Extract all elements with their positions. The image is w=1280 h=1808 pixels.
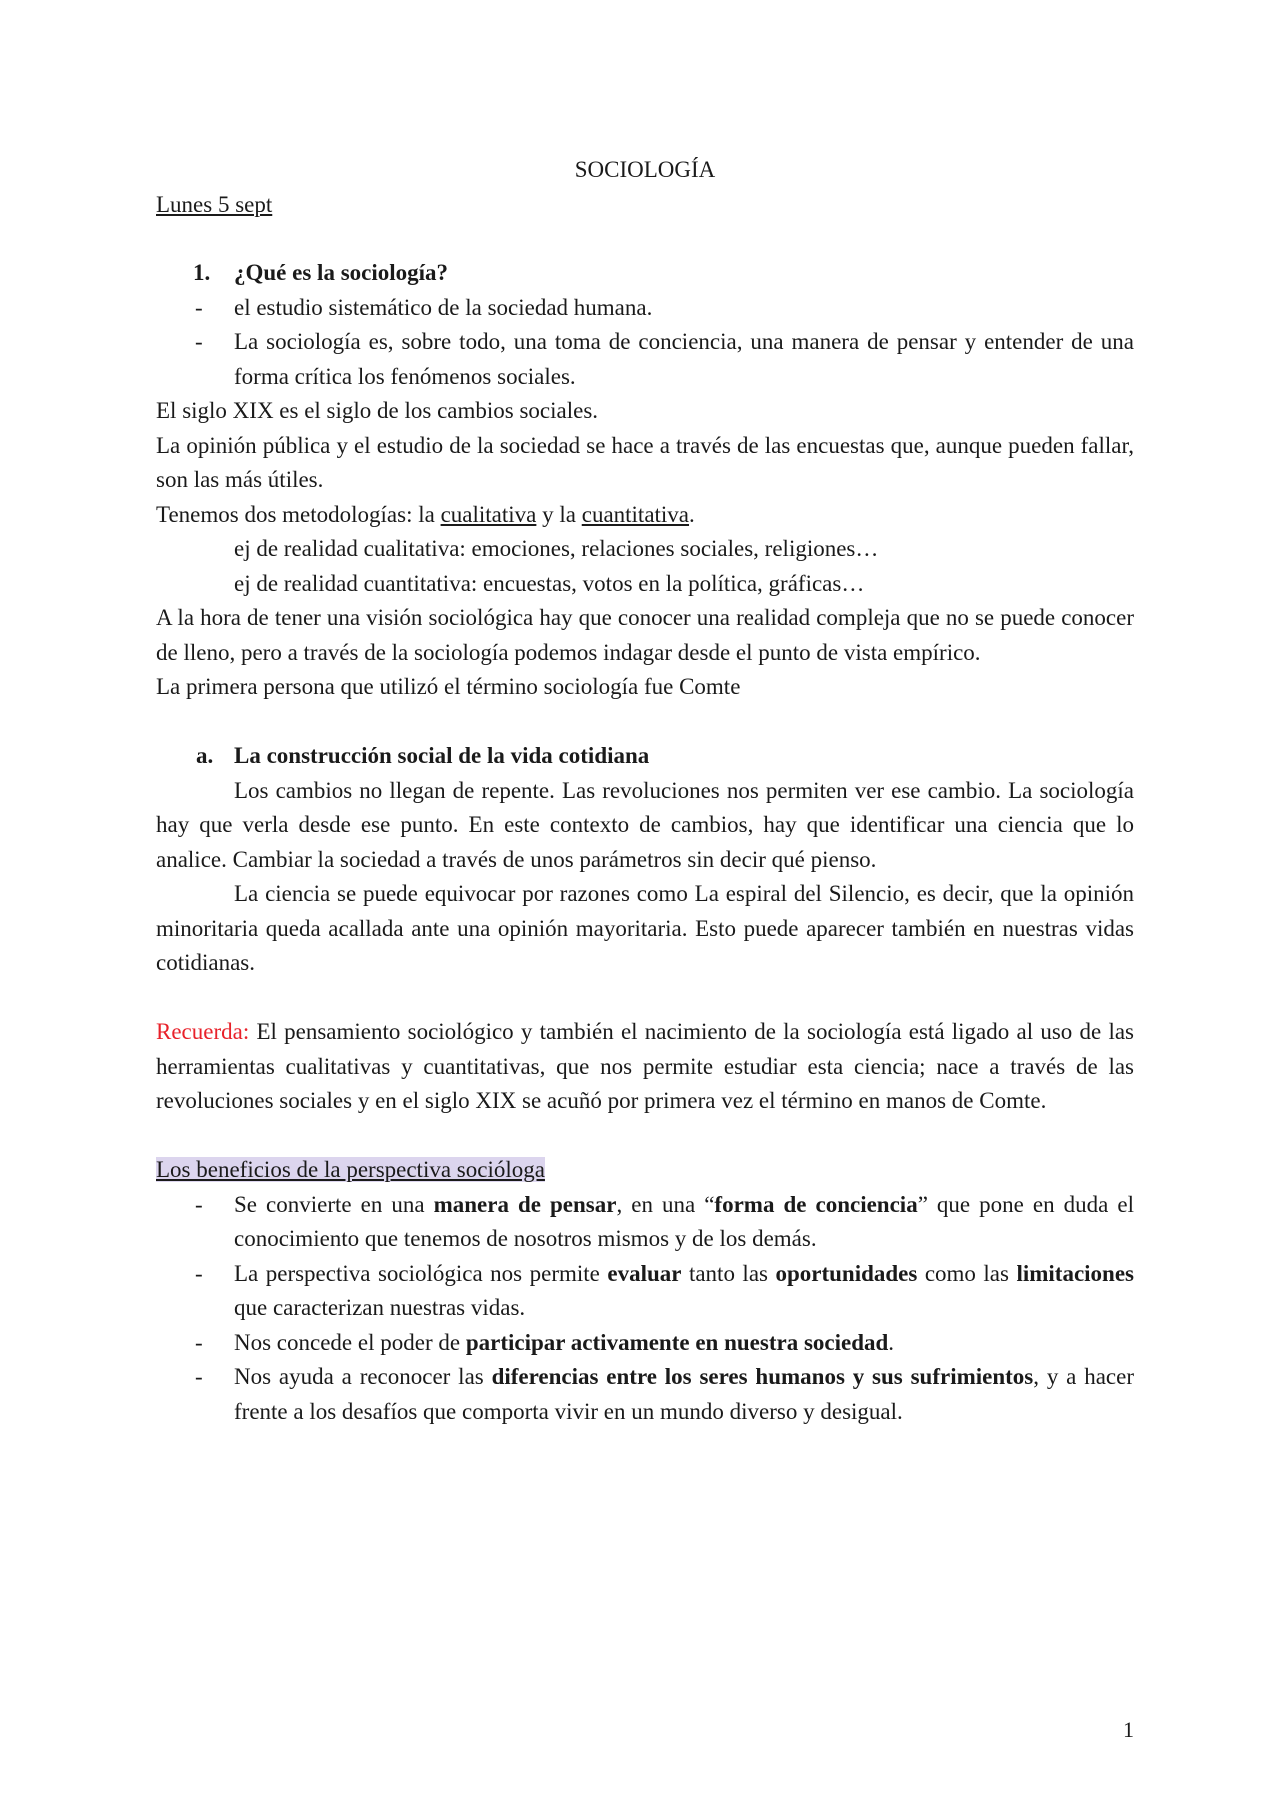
dash-bullet: - xyxy=(195,1329,203,1355)
text-run: Se convierte en una xyxy=(234,1191,434,1217)
date-heading: Lunes 5 sept xyxy=(156,192,273,217)
example-cualitativa: ej de realidad cualitativa: emociones, relaciones sociales, religiones… xyxy=(234,536,879,561)
list-item xyxy=(156,325,1134,394)
list-item xyxy=(156,1188,1134,1257)
paragraph-siglo: El siglo XIX es el siglo de los cambios sociales. xyxy=(156,398,599,423)
example-cuantitativa: ej de realidad cuantitativa: encuestas, votos en la política, gráficas… xyxy=(234,570,865,596)
recuerda-label: Recuerda: xyxy=(156,1019,250,1044)
section-number: 1. xyxy=(193,260,211,285)
spacer xyxy=(156,981,1134,1016)
list-item-text xyxy=(234,1261,1134,1321)
bold-run: participar activamente en nuestra sociedad xyxy=(465,1329,889,1355)
text-run: ” que pone en duda el conocimiento que tenemos de nosotros mismos y de los demás. xyxy=(234,1191,1134,1251)
list-item xyxy=(156,1326,1134,1361)
text-run: Nos ayuda a reconocer las xyxy=(234,1364,492,1389)
text-run: , y a hacer frente a los desafíos que comporta vivir en un mundo diverso y desigual. xyxy=(234,1364,1134,1424)
list-item-text xyxy=(234,1192,1134,1252)
list-item-text xyxy=(234,1330,894,1355)
section-title: ¿Qué es la sociología? xyxy=(234,260,449,285)
recuerda-text: El pensamiento sociológico y también el nacimiento de la sociología está ligado al uso de las herramientas cualitativas y cuantitativas, que nos permite estudiar esta ciencia; nace a través de las revoluciones sociales y en el siglo XIX se acuñó por primera vez el término en manos de Comte. xyxy=(156,1019,1134,1113)
text-run: que caracterizan nuestras vidas. xyxy=(234,1295,526,1320)
section-letter: a. xyxy=(196,743,214,768)
list-item xyxy=(156,1360,1134,1429)
term-cuantitativa: cuantitativa xyxy=(581,501,690,527)
paragraph-metodologias xyxy=(156,498,1134,533)
paragraph-opinion: La opinión pública y el estudio de la sociedad se hace a través de las encuestas que, aunque pueden fallar, son las más útiles. xyxy=(156,432,1134,492)
section-heading-a xyxy=(156,739,1134,774)
document-title: SOCIOLOGÍA xyxy=(574,157,716,182)
document-page xyxy=(156,0,1134,1808)
dash-bullet: - xyxy=(195,329,203,354)
list-item-text xyxy=(234,1364,1134,1424)
section-heading-1 xyxy=(156,256,1134,291)
text-run: . xyxy=(888,1329,895,1355)
dash-bullet: - xyxy=(195,1364,203,1389)
beneficios-heading-line xyxy=(156,1153,1134,1188)
metodologias-suffix: . xyxy=(689,501,695,527)
text-run: La perspectiva sociológica nos permite xyxy=(234,1260,608,1286)
list-item-text: el estudio sistemático de la sociedad humana. xyxy=(234,294,653,320)
paragraph-espiral: La ciencia se puede equivocar por razones como La espiral del Silencio, es decir, que la opinión minoritaria queda acallada ante una opinión mayoritaria. Esto puede aparecer también en nuestras vidas cotidianas. xyxy=(156,881,1134,975)
bold-run: manera de pensar xyxy=(433,1191,617,1217)
bold-run: limitaciones xyxy=(1016,1260,1134,1286)
section-title: La construcción social de la vida cotidiana xyxy=(234,743,650,768)
metodologias-middle: y la xyxy=(536,501,582,527)
dash-bullet: - xyxy=(195,294,203,320)
paragraph-vision: A la hora de tener una visión sociológica hay que conocer una realidad compleja que no se puede conocer de lleno, pero a través de la sociología podemos indagar desde el punto de vista empírico. xyxy=(156,605,1134,665)
bold-run: diferencias entre los seres humanos y sus sufrimientos xyxy=(491,1364,1034,1389)
list-item xyxy=(156,291,1134,326)
list-item xyxy=(156,1257,1134,1326)
paragraph-cambios: Los cambios no llegan de repente. Las revoluciones nos permiten ver ese cambio. La sociología hay que verla desde ese punto. En este contexto de cambios, hay que identificar una ciencia que lo analice. Cambiar la sociedad a través de unos parámetros sin decir qué pienso. xyxy=(156,777,1134,872)
bold-run: forma de conciencia xyxy=(714,1191,918,1217)
dash-bullet: - xyxy=(195,1260,203,1286)
list-item-text: La sociología es, sobre todo, una toma de conciencia, una manera de pensar y entender de una forma crítica los fenómenos sociales. xyxy=(234,329,1134,389)
term-cualitativa: cualitativa xyxy=(440,501,537,527)
document-body xyxy=(156,256,1134,1429)
text-run: tanto las xyxy=(681,1260,776,1286)
page-number: 1 xyxy=(1123,1717,1134,1742)
paragraph-comte: La primera persona que utilizó el término sociología fue Comte xyxy=(156,674,741,699)
bold-run: oportunidades xyxy=(775,1260,918,1286)
dash-bullet: - xyxy=(195,1191,203,1217)
bold-run: evaluar xyxy=(607,1260,682,1286)
text-run: , en una “ xyxy=(616,1191,715,1217)
spacer xyxy=(156,1119,1134,1154)
paragraph-recuerda xyxy=(156,1015,1134,1119)
beneficios-heading: Los beneficios de la perspectiva sociólogа xyxy=(156,1157,545,1182)
text-run: Nos concede el poder de xyxy=(234,1329,466,1355)
text-run: como las xyxy=(917,1260,1017,1286)
spacer xyxy=(156,705,1134,740)
metodologias-prefix: Tenemos dos metodologías: la xyxy=(156,501,441,527)
